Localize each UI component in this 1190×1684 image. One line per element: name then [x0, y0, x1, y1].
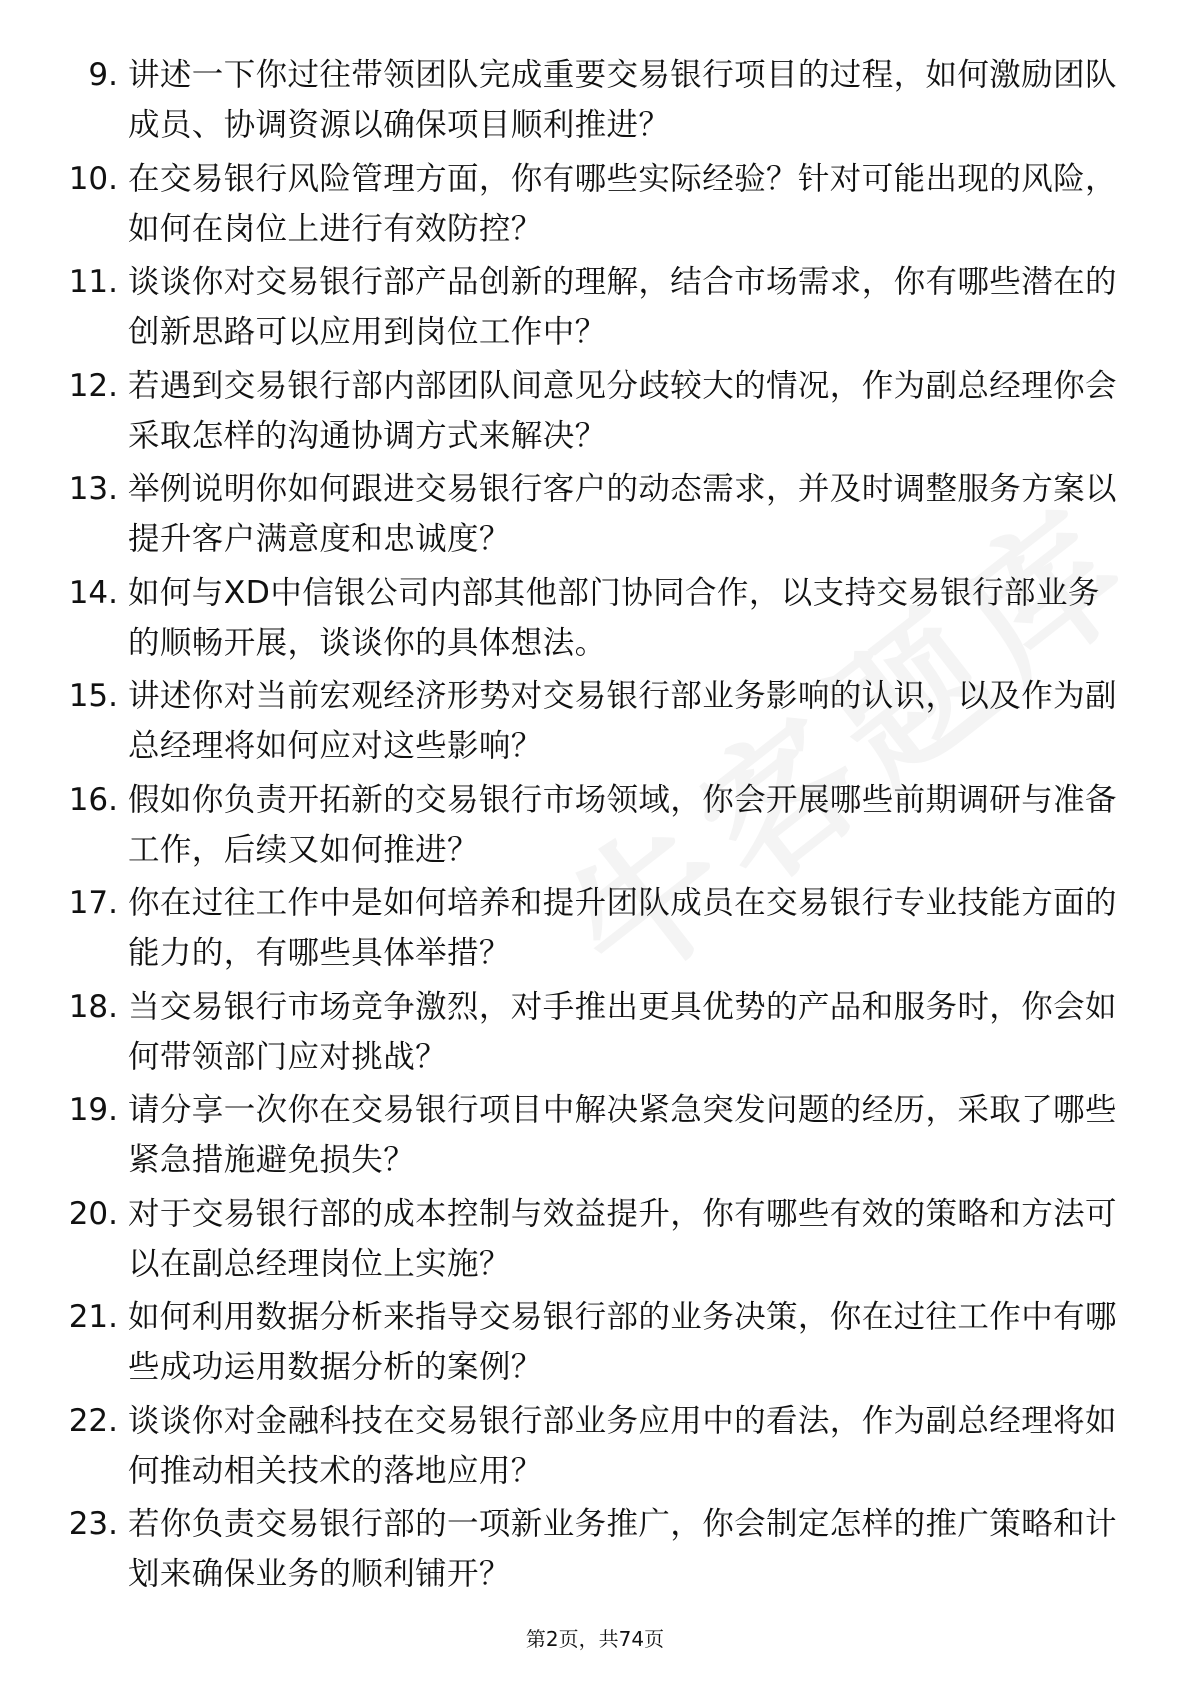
question-number: 18.	[68, 988, 118, 1025]
question-number: 19.	[68, 1092, 118, 1128]
question-text: 如何与XD中信银公司内部其他部门协同合作，以支持交易银行部业务的顺畅开展，谈谈你的具体想法。	[128, 574, 1100, 661]
question-item	[0, 257, 1190, 361]
question-item	[0, 671, 1190, 775]
question-text: 举例说明你如何跟进交易银行客户的动态需求，并及时调整服务方案以提升客户满意度和忠诚度？	[128, 471, 1117, 557]
question-item	[0, 568, 1190, 672]
page-footer: 第2页，共74页	[525, 1627, 665, 1651]
question-text: 请分享一次你在交易银行项目中解决紧急突发问题的经历，采取了哪些紧急措施避免损失？	[128, 1092, 1117, 1178]
question-number: 13.	[68, 471, 118, 507]
question-item	[0, 50, 1190, 154]
question-item	[0, 775, 1190, 879]
question-number: 22.	[68, 1402, 118, 1439]
question-item	[0, 1292, 1190, 1396]
question-text: 假如你负责开拓新的交易银行市场领域，你会开展哪些前期调研与准备工作，后续又如何推进？	[128, 781, 1117, 868]
question-list	[0, 50, 1190, 1603]
question-item	[0, 1396, 1190, 1500]
question-number: 10.	[68, 160, 118, 197]
question-item	[0, 1189, 1190, 1293]
question-item	[0, 154, 1190, 258]
question-text: 讲述你对当前宏观经济形势对交易银行部业务影响的认识，以及作为副总经理将如何应对这些影响？	[128, 678, 1117, 764]
question-item	[0, 361, 1190, 465]
question-item	[0, 1085, 1190, 1189]
question-text: 对于交易银行部的成本控制与效益提升，你有哪些有效的策略和方法可以在副总经理岗位上实施？	[128, 1195, 1117, 1282]
question-number: 14.	[68, 574, 118, 611]
question-text: 讲述一下你过往带领团队完成重要交易银行项目的过程，如何激励团队成员、协调资源以确保项目顺利推进？	[128, 57, 1117, 143]
question-text: 谈谈你对交易银行部产品创新的理解，结合市场需求，你有哪些潜在的创新思路可以应用到岗位工作中？	[128, 264, 1117, 350]
question-number: 9.	[88, 57, 118, 93]
question-number: 16.	[68, 781, 118, 818]
question-text: 谈谈你对金融科技在交易银行部业务应用中的看法，作为副总经理将如何推动相关技术的落地应用？	[128, 1402, 1117, 1489]
question-number: 12.	[68, 367, 118, 404]
question-text: 如何利用数据分析来指导交易银行部的业务决策，你在过往工作中有哪些成功运用数据分析的案例？	[128, 1299, 1117, 1385]
question-item	[0, 464, 1190, 568]
question-text: 你在过往工作中是如何培养和提升团队成员在交易银行专业技能方面的能力的，有哪些具体举措？	[128, 885, 1117, 971]
question-item	[0, 878, 1190, 982]
question-number: 15.	[68, 678, 118, 714]
question-item	[0, 982, 1190, 1086]
question-number: 17.	[68, 885, 118, 921]
question-text: 在交易银行风险管理方面，你有哪些实际经验？针对可能出现的风险，如何在岗位上进行有效防控？	[128, 160, 1117, 247]
question-number: 21.	[68, 1299, 118, 1335]
question-number: 23.	[68, 1506, 118, 1542]
question-item	[0, 1499, 1190, 1603]
question-text: 若遇到交易银行部内部团队间意见分歧较大的情况，作为副总经理你会采取怎样的沟通协调方式来解决？	[128, 367, 1117, 454]
question-number: 11.	[68, 264, 118, 300]
question-number: 20.	[68, 1195, 118, 1232]
question-text: 若你负责交易银行部的一项新业务推广，你会制定怎样的推广策略和计划来确保业务的顺利铺开？	[128, 1506, 1117, 1592]
question-text: 当交易银行市场竞争激烈，对手推出更具优势的产品和服务时，你会如何带领部门应对挑战？	[128, 988, 1117, 1075]
